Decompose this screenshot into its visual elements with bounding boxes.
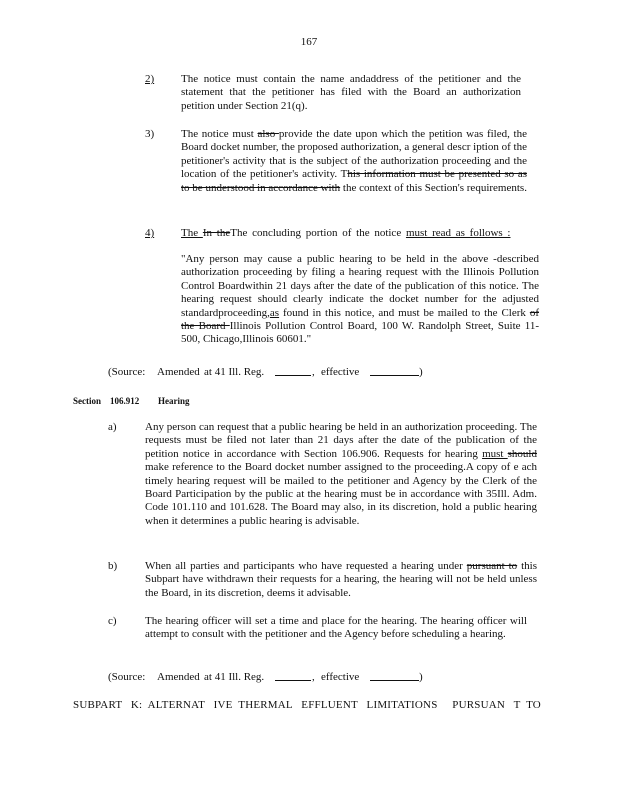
item-4-quote: [181, 253, 539, 347]
item-4-underline-1: The: [181, 227, 203, 239]
item-a-text: [145, 421, 537, 528]
section-label: Section: [73, 396, 101, 406]
source-1-label: (Source:: [108, 366, 146, 378]
source-2-reg: at 41 Ill. Reg.: [204, 671, 265, 683]
source-2-effective-blank: [370, 671, 419, 681]
item-4-quote-strike: of the Board: [181, 306, 539, 333]
source-2-label: (Source:: [108, 671, 146, 683]
item-3-strike-2: his information must be presented so as to be understood in accordance with: [181, 168, 527, 194]
section-title: Hearing: [158, 396, 190, 406]
item-b-label: b): [108, 560, 118, 572]
item-c-text: The hearing officer will set a time and place for the hearing. The hearing officer will attempt to consult with the petitioner and the Agency before scheduling a hearing.: [145, 615, 527, 641]
source-1-reg: at 41 Ill. Reg.: [204, 366, 265, 378]
item-4-quote-part2: found in this notice, and must be mailed to the Clerk: [279, 306, 530, 319]
item-a-underline: must: [482, 447, 508, 460]
item-4-text-1: The concluding portion of the notice: [230, 227, 406, 239]
item-4-strike-1: In the: [202, 227, 231, 239]
item-4-quote-part3: Illinois Pollution Control Board, 100 W. Randolph Street, Suite 11-500, Chicago,Illinois 60601.": [181, 320, 539, 346]
item-3-label: 3): [145, 128, 155, 140]
item-3-strike-1: also: [257, 128, 279, 140]
item-b-text-part1: When all parties and participants who have requested a hearing under: [145, 560, 467, 572]
item-b-strike: pursuant to: [466, 560, 518, 572]
source-1-comma: ,: [312, 366, 315, 378]
item-b-text-part2: this Subpart have withdrawn their requests for a hearing, the hearing will not be held unless the Board, in its discretion, deems it advisable.: [145, 560, 537, 599]
item-a-strike: should: [507, 447, 537, 460]
item-4-underline-2: must read as follows :: [405, 227, 511, 239]
item-a-text-part1: Any person can request that a public hearing be held in an authorization proceeding. The requests must be filed not later than 21 days after the date of the publication of the petition notice in accordance with Section 106.906. Requests for hearing: [145, 421, 537, 460]
item-c-label: c): [108, 615, 117, 627]
source-1-effective: effective: [321, 366, 360, 378]
source-1-close: ): [419, 366, 423, 378]
source-1-reg-blank: [275, 366, 311, 376]
subpart-heading: SUBPART K: ALTERNAT IVE THERMAL EFFLUENT LIMITATIONS PURSUAN T TO: [73, 699, 541, 711]
item-4-label: 4): [145, 227, 155, 239]
source-1-amended: Amended: [157, 366, 200, 378]
item-3-text-part2: provide the date upon which the petition was filed, the Board docket number, the proposed authorization, a general descr iption of the petitioner's activity that is the subject of the authorization proceeding and the location of the petitioner's activity. T: [181, 128, 527, 181]
source-2-close: ): [419, 671, 423, 683]
item-4-quote-underline: as: [269, 306, 280, 319]
source-2-amended: Amended: [157, 671, 200, 683]
section-number: 106.912: [110, 396, 140, 406]
item-4-quote-part1: "Any person may cause a public hearing to be held in the above -described authorization proceeding by filing a hearing request with the Illinois Pollution Control Boardwithin 21 days after the date of the publication of this notice. The hearing request should clearly indicate the docket number for the adjusted standardproceeding,: [181, 253, 539, 319]
item-3-text-part1: The notice must: [181, 128, 258, 140]
item-2-text: The notice must contain the name andaddress of the petitioner and the statement that the petitioner has filed with the Board an authorization petition under Section 21(q).: [181, 73, 521, 112]
item-2-label: 2): [145, 73, 155, 85]
source-1-effective-blank: [370, 366, 419, 376]
source-2-comma: ,: [312, 671, 315, 683]
item-b-text: [145, 560, 537, 600]
item-a-label: a): [108, 421, 117, 433]
item-4-intro: [181, 227, 521, 240]
source-2-reg-blank: [275, 671, 311, 681]
source-2-effective: effective: [321, 671, 360, 683]
item-a-text-part2: make reference to the Board docket number assigned to the proceeding.A copy of e ach timely hearing request will be mailed to the petitioner and Agency by the Clerk of the Board Participation by the public at the hearing must be in accordance with 35Ill. Adm. Code 101.110 and 101.628. The Board may also, in its discretion, hold a public hearing when it determines a public hearing is advisable.: [145, 461, 537, 527]
item-3-text: [181, 128, 527, 195]
page-number: 167: [300, 36, 318, 48]
item-3-text-part3: the context of this Section's requirements.: [340, 181, 527, 194]
